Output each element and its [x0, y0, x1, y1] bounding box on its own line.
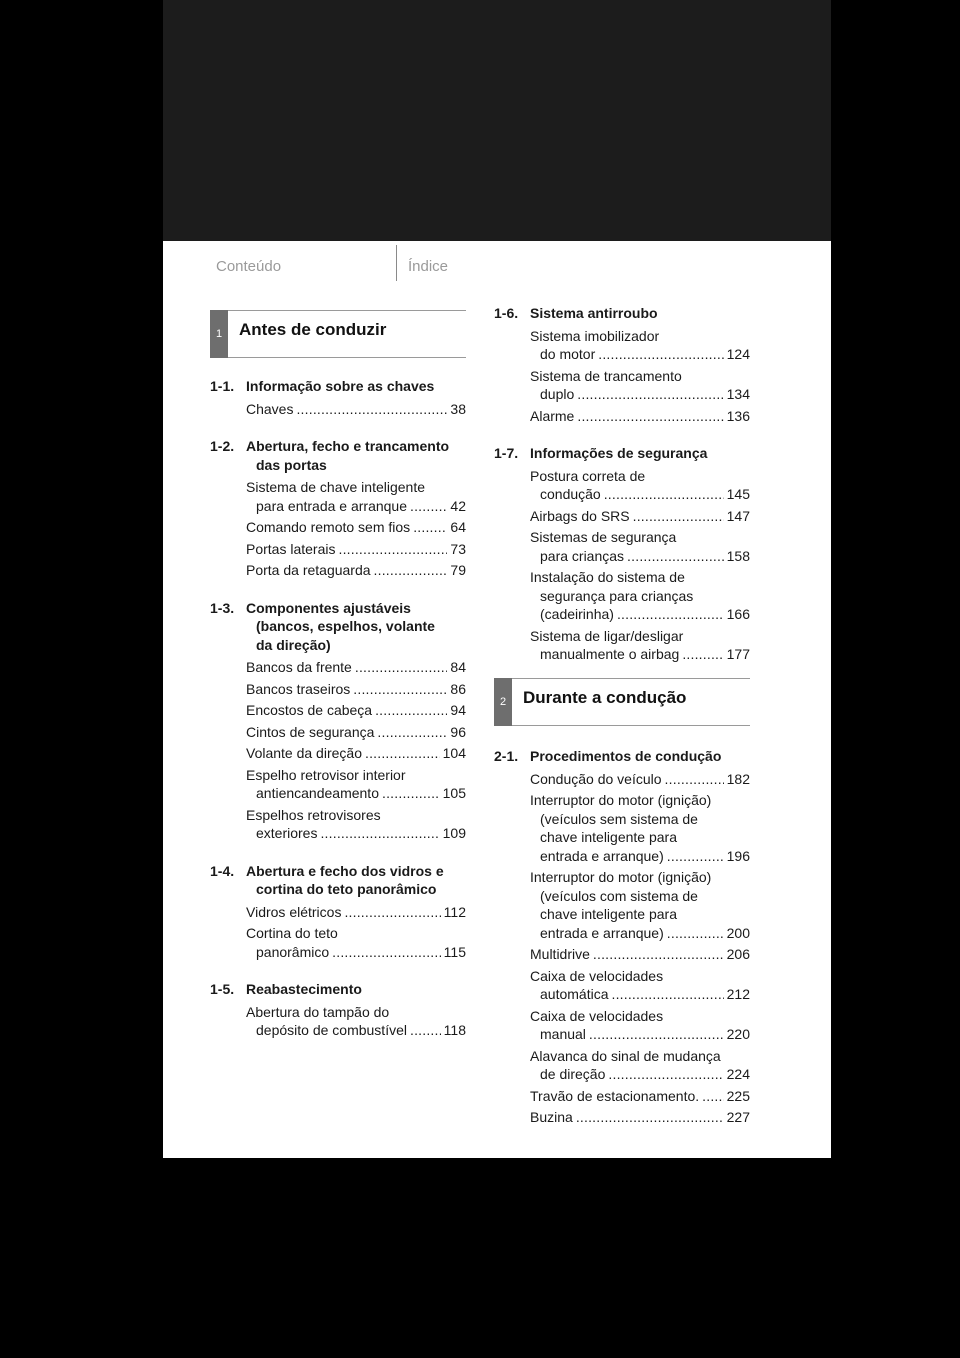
entry-last-line [530, 1065, 750, 1084]
toc-entry[interactable] [494, 770, 750, 789]
entry-title: (cadeirinha) [540, 606, 614, 622]
toc-entry[interactable] [494, 967, 750, 1004]
page-number: 196 [726, 847, 750, 864]
toc-column-left [210, 377, 466, 1043]
chapter-heading[interactable] [210, 862, 466, 899]
entry-title-line: (veículos com sistema de [540, 887, 698, 904]
chapter-heading-line [210, 599, 466, 618]
entry-title: para crianças [540, 547, 625, 564]
chapter-heading-line [210, 862, 466, 881]
dot-leader [577, 407, 723, 426]
entry-last-line [246, 680, 466, 699]
chapter-title: Abertura e fecho dos vidros e [246, 862, 444, 879]
entry-title: Travão de estacionamento. [530, 1087, 700, 1104]
entry-last-line [530, 985, 750, 1004]
chapter-spacer [494, 428, 750, 444]
entry-title: de direção [540, 1066, 606, 1082]
entry-last-line [246, 1021, 466, 1040]
page-number: 158 [726, 547, 750, 564]
chapter-heading-line [494, 304, 750, 323]
entry-title-line: Postura correta de [530, 467, 646, 484]
dot-leader [593, 945, 724, 964]
page-number: 136 [726, 407, 750, 424]
entry-title-line: Instalação do sistema de [530, 569, 685, 585]
dot-leader [608, 1065, 723, 1084]
chapter-spacer [210, 583, 466, 599]
entry-last-line [530, 507, 750, 526]
toc-entry[interactable] [494, 791, 750, 865]
entry-title-line: Interruptor do motor (ignição) [530, 869, 712, 885]
section-number-badge: 2 [494, 678, 512, 726]
dot-leader [377, 723, 447, 742]
toc-entry[interactable] [494, 467, 750, 504]
dot-leader [353, 680, 447, 699]
dot-leader [627, 547, 724, 566]
entry-title: Buzina [530, 1109, 573, 1125]
entry-title: Porta da retaguarda [246, 562, 371, 578]
toc-entry[interactable] [210, 744, 466, 763]
toc-entry[interactable] [494, 367, 750, 404]
page-number: 38 [450, 400, 466, 417]
toc-entry[interactable] [210, 766, 466, 803]
entry-title-line: Interruptor do motor (ignição) [530, 792, 712, 808]
entry-title: Comando remoto sem fios [246, 519, 411, 535]
entry-title: Portas laterais [246, 540, 336, 557]
section-rule-top [512, 678, 750, 679]
entry-title: Multidrive [530, 946, 590, 962]
entry-title-line: Sistemas de segurança [530, 529, 677, 545]
dot-leader [410, 497, 447, 516]
navigation-bar [163, 241, 831, 281]
chapter-title-continued: da direção) [256, 636, 331, 653]
dot-leader [320, 824, 439, 843]
chapter-title-continued: das portas [256, 456, 327, 473]
entry-last-line [246, 561, 466, 580]
entry-title: condução [540, 486, 601, 502]
page-number: 177 [726, 646, 750, 662]
page-number: 166 [726, 606, 750, 622]
chapter-title: Informações de segurança [530, 445, 708, 461]
entry-title: Chaves [246, 400, 294, 417]
entry-title: manual [540, 1026, 586, 1042]
entry-last-line [530, 945, 750, 964]
entry-title-line: (veículos sem sistema de [540, 810, 698, 827]
entry-title: panorâmico [256, 943, 330, 960]
section-header-1[interactable] [210, 310, 466, 358]
entry-title-line: Cortina do teto [246, 925, 338, 941]
chapter-number: 1-5. [210, 981, 235, 997]
chapter-heading[interactable] [210, 599, 466, 655]
entry-title: automática [540, 986, 609, 1002]
chapter-heading-line [494, 747, 750, 766]
page-number: 94 [450, 702, 466, 718]
page-number: 79 [450, 562, 466, 578]
toc-column-right-bottom [494, 747, 750, 1130]
entry-title-line: Abertura do tampão do [246, 1003, 390, 1020]
toc-entry[interactable] [494, 568, 750, 624]
page-number: 212 [726, 986, 750, 1002]
dot-leader [682, 645, 723, 664]
dot-leader [611, 985, 723, 1004]
toc-entry[interactable] [210, 478, 466, 515]
entry-last-line [246, 518, 466, 537]
dot-leader [344, 903, 440, 922]
chapter-heading[interactable] [494, 304, 750, 323]
header-dark-band [163, 0, 831, 241]
chapter-number: 1-2. [210, 438, 235, 454]
entry-last-line [246, 824, 466, 843]
toc-entry[interactable] [210, 1003, 466, 1040]
dot-leader [296, 400, 447, 419]
entry-title: entrada e arranque) [540, 847, 664, 864]
toc-entry[interactable] [210, 561, 466, 580]
toc-entry[interactable] [494, 627, 750, 664]
entry-title: manualmente o airbag [540, 646, 680, 662]
toc-entry[interactable] [210, 658, 466, 677]
entry-last-line [246, 540, 466, 559]
dot-leader [576, 1108, 724, 1127]
page-number: 73 [450, 540, 466, 557]
chapter-spacer [210, 421, 466, 437]
entry-last-line [246, 784, 466, 803]
page-number: 225 [726, 1087, 750, 1104]
entry-title: Volante da direção [246, 745, 362, 761]
entry-title-line: Sistema de ligar/desligar [530, 627, 684, 644]
toc-entry[interactable] [494, 528, 750, 565]
entry-title-line: Espelho retrovisor interior [246, 766, 406, 783]
entry-title: Bancos da frente [246, 659, 352, 675]
tab-index[interactable]: Índice [408, 258, 449, 275]
toc-entry[interactable] [210, 806, 466, 843]
section-title: Antes de conduzir [239, 320, 387, 339]
entry-title-line: Sistema de chave inteligente [246, 479, 425, 495]
entry-title: Condução do veículo [530, 770, 662, 787]
toc-entry[interactable] [494, 1087, 750, 1106]
page-number: 206 [726, 946, 750, 962]
chapter-number: 1-1. [210, 378, 235, 394]
toc-entry[interactable] [210, 518, 466, 537]
section-title: Durante a condução [523, 688, 687, 707]
entry-last-line [246, 701, 466, 720]
entry-title-line: Alavanca do sinal de mudança [530, 1047, 721, 1064]
chapter-number: 1-6. [494, 305, 519, 321]
chapter-number: 1-7. [494, 445, 519, 461]
page-number: 112 [443, 903, 466, 920]
page-number: 200 [726, 924, 750, 941]
page-number: 227 [726, 1109, 750, 1125]
entry-last-line [246, 723, 466, 742]
toc-entry[interactable] [210, 701, 466, 720]
page-number: 105 [442, 785, 466, 801]
chapter-title: Abertura, fecho e trancamento [246, 438, 450, 454]
chapter-heading-line [494, 444, 750, 463]
toc-entry[interactable] [494, 507, 750, 526]
entry-last-line [530, 1025, 750, 1044]
entry-last-line [530, 547, 750, 566]
entry-title: Cintos de segurança [246, 723, 375, 740]
entry-last-line [246, 400, 466, 419]
chapter-heading-line [210, 980, 466, 999]
entry-title: para entrada e arranque [256, 497, 407, 514]
page-number: 182 [726, 770, 750, 787]
toc-entry[interactable] [210, 723, 466, 742]
manual-page [163, 0, 831, 1158]
entry-title: antiencandeamento [256, 785, 379, 801]
page-number: 64 [450, 519, 466, 535]
tab-contents[interactable]: Conteúdo [216, 258, 282, 275]
entry-last-line [530, 1108, 750, 1127]
chapter-title-continued: (bancos, espelhos, volante [256, 618, 435, 634]
dot-leader [604, 485, 724, 504]
page-number: 86 [450, 680, 466, 697]
entry-title: do motor [540, 346, 596, 362]
section-rule-bottom [228, 357, 466, 358]
chapter-title: Sistema antirroubo [530, 305, 658, 321]
page-number: 84 [450, 659, 466, 675]
entry-last-line [530, 645, 750, 664]
toc-entry[interactable] [494, 1047, 750, 1084]
entry-last-line [246, 744, 466, 763]
toc-entry[interactable] [210, 540, 466, 559]
entry-title-line: Caixa de velocidades [530, 967, 664, 984]
entry-title: duplo [540, 386, 575, 402]
section-number-badge: 1 [210, 310, 228, 358]
dot-leader [365, 744, 440, 763]
entry-title: Bancos traseiros [246, 680, 351, 697]
chapter-heading[interactable] [494, 444, 750, 463]
entry-title-line: Caixa de velocidades [530, 1007, 664, 1024]
chapter-heading[interactable] [210, 980, 466, 999]
entry-last-line [246, 903, 466, 922]
entry-title-line: segurança para crianças [540, 587, 694, 604]
chapter-heading[interactable] [210, 377, 466, 396]
chapter-number: 2-1. [494, 748, 519, 764]
page-number: 104 [442, 745, 466, 761]
dot-leader [667, 924, 724, 943]
entry-last-line [246, 497, 466, 516]
entry-title-line: Sistema de trancamento [530, 367, 682, 384]
toc-entry[interactable] [210, 400, 466, 419]
dot-leader [332, 943, 441, 962]
dot-leader [355, 658, 448, 677]
page-number: 96 [450, 723, 466, 740]
toc-entry[interactable] [494, 1007, 750, 1044]
entry-last-line [530, 770, 750, 789]
dot-leader [375, 701, 447, 720]
chapter-title: Componentes ajustáveis [246, 599, 411, 616]
chapter-title: Reabastecimento [246, 981, 362, 997]
dot-leader [589, 1025, 724, 1044]
dot-leader [413, 518, 447, 537]
chapter-title: Procedimentos de condução [530, 748, 722, 764]
entry-last-line [530, 924, 750, 943]
entry-last-line [530, 407, 750, 426]
chapter-number: 1-3. [210, 599, 235, 616]
dot-leader [702, 1087, 724, 1106]
chapter-title-continued: cortina do teto panorâmico [256, 881, 437, 897]
toc-column-right-top [494, 304, 750, 667]
page-number: 145 [726, 486, 750, 502]
dot-leader [667, 847, 724, 866]
page-number: 42 [450, 497, 466, 514]
entry-last-line [246, 943, 466, 962]
nav-divider [396, 245, 397, 281]
dot-leader [665, 770, 724, 789]
toc-entry[interactable] [494, 407, 750, 426]
toc-entry[interactable] [494, 327, 750, 364]
page-number: 118 [443, 1022, 466, 1038]
dot-leader [598, 345, 723, 364]
dot-leader [633, 507, 724, 526]
entry-title-line: chave inteligente para [540, 829, 677, 845]
page-number: 220 [726, 1026, 750, 1042]
page-number: 124 [726, 346, 750, 362]
entry-last-line [530, 847, 750, 866]
dot-leader [577, 385, 723, 404]
dot-leader [382, 784, 440, 803]
page-number: 147 [726, 507, 750, 524]
toc-entry[interactable] [210, 924, 466, 961]
entry-title-line: Espelhos retrovisores [246, 806, 381, 823]
chapter-number: 1-4. [210, 862, 235, 879]
entry-title-line: chave inteligente para [540, 906, 677, 922]
chapter-title: Informação sobre as chaves [246, 378, 435, 394]
entry-last-line [246, 658, 466, 677]
dot-leader [374, 561, 448, 580]
entry-title: depósito de combustível [256, 1022, 407, 1038]
toc-entry[interactable] [494, 868, 750, 942]
chapter-spacer [210, 846, 466, 862]
toc-entry[interactable] [210, 680, 466, 699]
entry-title: Airbags do SRS [530, 507, 630, 524]
toc-entry[interactable] [210, 903, 466, 922]
page-number: 224 [726, 1066, 750, 1082]
page-number: 109 [442, 825, 466, 841]
toc-entry[interactable] [494, 1108, 750, 1127]
entry-last-line [530, 1087, 750, 1106]
dot-leader [410, 1021, 441, 1040]
entry-title: Alarme [530, 407, 575, 424]
entry-last-line [530, 605, 750, 624]
section-rule-top [228, 310, 466, 311]
entry-title: entrada e arranque) [540, 924, 664, 941]
chapter-heading-line [210, 437, 466, 456]
entry-last-line [530, 385, 750, 404]
dot-leader [617, 605, 724, 624]
entry-last-line [530, 485, 750, 504]
chapter-heading[interactable] [494, 747, 750, 766]
entry-title: Encostos de cabeça [246, 702, 373, 718]
entry-title-line: Sistema imobilizador [530, 327, 660, 344]
chapter-heading[interactable] [210, 437, 466, 474]
section-rule-bottom [512, 725, 750, 726]
chapter-spacer [210, 964, 466, 980]
entry-last-line [530, 345, 750, 364]
page-number: 134 [726, 386, 750, 402]
entry-title: exteriores [256, 825, 318, 841]
section-header-2[interactable] [494, 678, 750, 726]
dot-leader [338, 540, 447, 559]
page-number: 115 [443, 943, 466, 960]
toc-entry[interactable] [494, 945, 750, 964]
chapter-heading-line [210, 377, 466, 396]
entry-title: Vidros elétricos [246, 903, 342, 920]
